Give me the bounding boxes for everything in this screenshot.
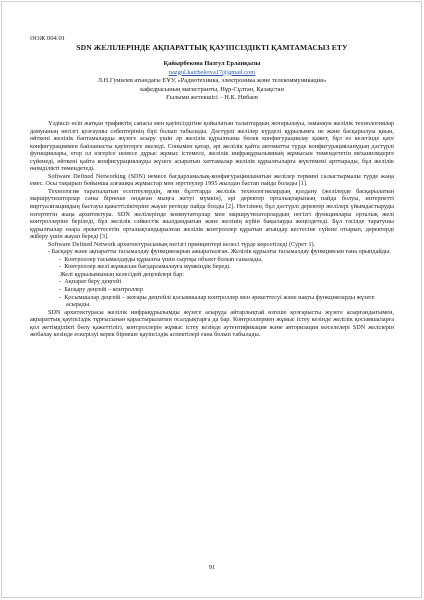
levels-intro: Желі құрылымының келесідей деңгейлері бар: [60, 270, 184, 278]
scientific-supervisor: Ғылыми жетекшісі – Н.К. Нибаев [166, 94, 258, 102]
list-item-text: Контроллер тасымалдауды құрылғы үшін сыртқы объект болып саналады. [64, 255, 263, 263]
list-item: - Контроллер тасымалдауды құрылғы үшін сыртқы объект болып саналады. [59, 255, 263, 263]
udc-code: ӘОЖ 004.01 [30, 35, 66, 42]
paragraph-separation: - Басқару және ақпаратты тасымалдау функцияларын ажыратылған. Желілік құрылғы тасымалдау функциясын ғана орындайды. [48, 248, 391, 256]
list-item: - Басқару деңгейі – контроллер [59, 286, 144, 294]
paper-title: SDN ЖЕЛІЛЕРІНДЕ АҚПАРАТТЫҚ ҚАУІПСІЗДІКТІ ҚАМТАМАСЫЗ ЕТУ [76, 43, 348, 52]
author-block [30, 60, 394, 103]
author-affiliation-line-1: Л.Н.Гумилев атындағы ЕҰУ, «Радиотехника, электроника және телекоммуникация» [97, 77, 327, 85]
list-item-text: Басқару деңгейі – контроллер [64, 286, 144, 294]
author-name: Қайырбекова Назгул Ерланқызы [163, 60, 261, 67]
paragraph-security: SDN архитектурасы желілік инфрақұрылымды жүзеге асыруда айтарлықтай өзгеше қозғарысты жүзеге асырғандығымен, ақпараттық қауіпсіздік тұрғысынан қарастырылатын осалдықтарға да бар. Контроллермен жұмыс істеу кезінде желілік қосымшаларға қол жетімділікті бөлу қажеттілігі, контроллерін жұмыс істеу кезінде аутентификация және авторизация мәселелері SDN желілерін жобалау кезінде ескерілуі керек бірнеше қауіпсіздік аспектілері ғана болып табылады. [30, 308, 394, 339]
list-item: - Қосымшалар деңгейі – жоғары деңгейлі қосымшалар контроллер мен әрекеттесуі және нақты функцияларды жүзеге асырады. [59, 293, 375, 309]
author-affiliation-line-2: кафедрасының магистранты, Нұр-Сұлтан, Қазақстан [140, 85, 284, 93]
paragraph-technology: Технология таратылатын есептеулердің, яғни бұлттарда желілік технологиялардың қолдану (желілерде басқарылатын маршрутизаторлар саны бірнеше ондаған мыңға жетуі мүмкін), әрі деректер орталықтарының пайда болуы, интернетті виртуализациядың бастауы қажеттіліктеріне жауап ретінде пайда болды [2]. Негізінен, бұл дәстүрлі деректер желілері үйымдастыруды өзгертетін жаңа архитектура. SDN желілерінде коммутаторлар мен маршрутизаторлардың негізгі функциялары орталық желі контроллеріне беріледі, бұл желілік сәйкестік жылдамдығын және желінің күйін бақылауды жеңілдетеді. Бұл тәсілде таратушы құрылғылар өзара әрекеттесетін орталықтандырылған желілік контроллер құратын ағындар кестесіне сүйене отырып, деректерді жіберу үшін жауап береді [3]. [30, 187, 394, 241]
paragraph-sdn-definition: Software Defined Networking (SDN) немесе бағдарламалық-конфигурацияланатын желілер термині салыстырмалы түрде жаңа емес. Осы тақырып бойынша алғашқы жұмыстар мен зерттеулер 1995 жылдан бастап пайда болады [1]. [30, 172, 394, 188]
list-item-text: Қосымшалар деңгейі – жоғары деңгейлі қосымшалар контроллер мен әрекеттесуі және нақты функцияларды жүзеге асырады. [64, 293, 375, 309]
list-item: - Ақпарат беру деңгейі [59, 278, 122, 286]
paragraph-intro: Үздіксіз өсіп жатқан трафиктің сапасы мен қауіпсіздігіне қойылатын талаптардың жоғарылауы, заманауи желілік технологиялар дамуының негізгі қозғаушы себептерінің бірі болып табылады. Дәстүрлі желілер күрделі құрылымға не және басқарылуы қиын, өйткені желілік баптамаларды жүзеге асыру үшін әр желілік құрылғыны бөлек конфигурациялау қажет, бұл өз кезегінде қате конфигурациямен байланысты қауіптерге әкеледі. Сонымен қатар, әрі желілік қайта автоматты түрде конфигурацияланудың дәстүрлі функциялары, егер ол өзгерісе немесе дұрыс жұмыс істемесе, желілік инфрақұрылымның жұмысын төмендететін механизмдерге сүйенеді, өйткені қайта конфигурациялауды жүзеге асыратын хаттамалар желілік құрылғыларға жүктемені арттырады, бұл желілік өнімділікті төмендетеді. [30, 120, 394, 173]
list-item-text: Ақпарат беру деңгейі [64, 278, 122, 286]
list-item-text: Контроллер желі жұмысын бағдарламалауға мүмкіндік береді. [64, 263, 231, 271]
list-item: - Контроллер желі жұмысын бағдарламалауға мүмкіндік береді. [59, 263, 231, 271]
page-number: 91 [208, 564, 216, 571]
paragraph-principles: Software Defined Network архитектурасының негізгі принциптері келесі түрде көрсетіледі (Сурет 1). [48, 240, 316, 248]
paper-body [30, 120, 394, 339]
author-email-link[interactable]: nazgul.kairbekova17@gmail.com [168, 68, 256, 76]
